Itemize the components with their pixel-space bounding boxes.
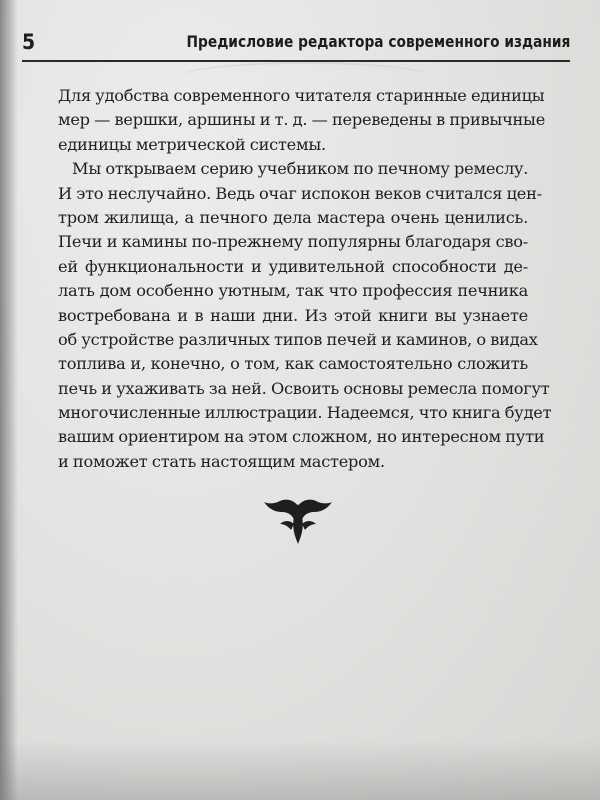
- text-line: мер — вершки, аршины и т. д. — переведены в привычные: [58, 110, 546, 130]
- paragraph-1: [58, 84, 546, 157]
- text-line: вашим ориентиром на этом сложном, но интересном пути: [58, 427, 545, 447]
- text-line: тром жилища, а печного дела мастера очень ценились.: [58, 207, 528, 227]
- text-line: единицы метрической системы.: [58, 134, 326, 154]
- text-line: топлива и, конечно, о том, как самостоятельно сложить: [58, 354, 528, 374]
- text-line: Мы открываем серию учебником по печному ремеслу.: [72, 159, 529, 179]
- page-edge-shadow: [0, 0, 18, 800]
- text-line: ей функциональности и удивительной способности де-: [58, 256, 528, 276]
- text-line: востребована и в наши дни. Из этой книги вы узнаете: [58, 305, 528, 325]
- running-header: [22, 28, 570, 62]
- text-line: об устройстве различных типов печей и каминов, о видах: [58, 329, 538, 349]
- text-line: печь и ухаживать за ней. Освоить основы ремесла помогут: [58, 378, 550, 398]
- running-title: Предисловие редактора современного издания: [186, 32, 570, 51]
- text-line: Для удобства современного читателя старинные единицы: [58, 86, 545, 105]
- text-line: И это неслучайно. Ведь очаг испокон веков считался цен-: [58, 183, 542, 203]
- leaf-fleuron-ornament-icon: [264, 498, 332, 544]
- text-line: многочисленные иллюстрации. Надеемся, что книга будет: [58, 403, 552, 423]
- page-bottom-shadow: [0, 740, 600, 800]
- body-text: [58, 84, 552, 474]
- paragraph-2: [58, 157, 552, 474]
- text-line: и поможет стать настоящим мастером.: [58, 451, 385, 471]
- text-line: лать дом особенно уютным, так что профессия печника: [58, 281, 528, 301]
- text-line: Печи и камины по-прежнему популярны благодаря сво-: [58, 232, 528, 252]
- page-number: 5: [22, 30, 36, 54]
